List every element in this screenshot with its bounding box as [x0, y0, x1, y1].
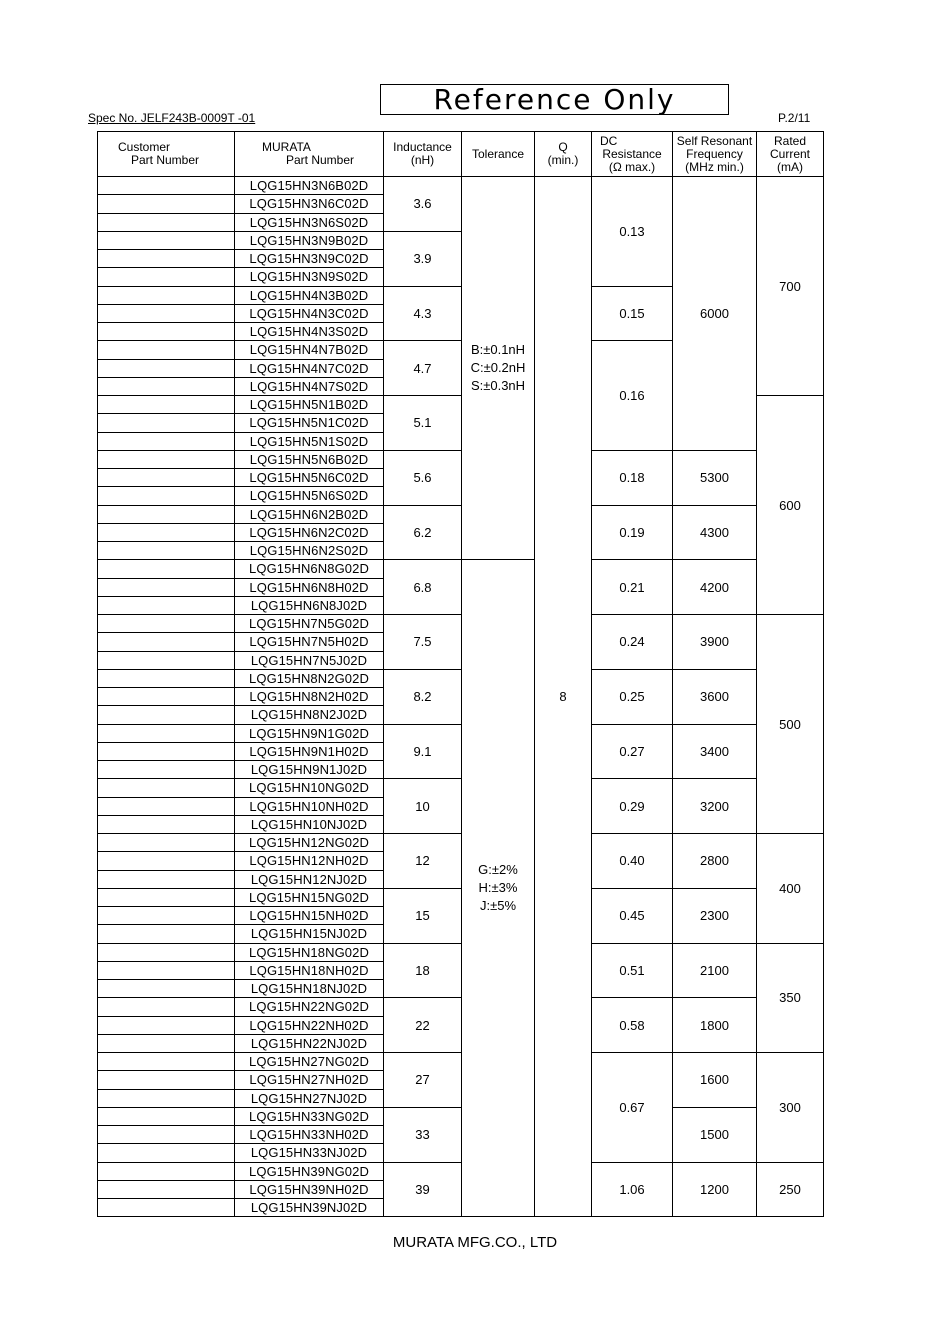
dc-resistance-cell: 0.45 [592, 888, 673, 943]
tolerance-line: G:±2% [478, 862, 518, 878]
tolerance-line: H:±3% [478, 880, 518, 896]
murata-part-number-cell: LQG15HN5N1S02D [235, 432, 384, 450]
dc-resistance-cell: 0.19 [592, 505, 673, 560]
murata-part-number-cell: LQG15HN5N6S02D [235, 487, 384, 505]
murata-part-number-cell: LQG15HN33NG02D [235, 1107, 384, 1125]
inductance-cell: 4.3 [384, 286, 462, 341]
inductance-cell: 3.6 [384, 177, 462, 232]
inductance-cell: 22 [384, 998, 462, 1053]
customer-part-number-cell [98, 761, 235, 779]
srf-cell: 4200 [673, 560, 757, 615]
customer-part-number-cell [98, 925, 235, 943]
murata-part-number-cell: LQG15HN9N1J02D [235, 761, 384, 779]
murata-part-number-cell: LQG15HN33NJ02D [235, 1144, 384, 1162]
customer-part-number-cell [98, 980, 235, 998]
murata-part-number-cell: LQG15HN6N8H02D [235, 578, 384, 596]
table-row [98, 505, 824, 523]
srf-cell: 3200 [673, 779, 757, 834]
customer-part-number-cell [98, 1126, 235, 1144]
table-row [98, 779, 824, 797]
customer-part-number-cell [98, 870, 235, 888]
murata-part-number-cell: LQG15HN22NG02D [235, 998, 384, 1016]
tolerance-line: B:±0.1nH [470, 342, 526, 358]
table-row [98, 177, 824, 195]
murata-part-number-cell: LQG15HN7N5J02D [235, 651, 384, 669]
murata-part-number-cell: LQG15HN3N6S02D [235, 213, 384, 231]
header-tolerance: Tolerance [462, 132, 535, 177]
tolerance-line: C:±0.2nH [470, 360, 526, 376]
murata-part-number-cell: LQG15HN27NJ02D [235, 1089, 384, 1107]
murata-part-number-cell: LQG15HN33NH02D [235, 1126, 384, 1144]
customer-part-number-cell [98, 177, 235, 195]
dc-resistance-cell: 0.15 [592, 286, 673, 341]
srf-cell: 3900 [673, 615, 757, 670]
footer-company: MURATA MFG.CO., LTD [392, 1234, 558, 1251]
dc-resistance-cell: 0.40 [592, 834, 673, 889]
inductance-cell: 5.6 [384, 450, 462, 505]
customer-part-number-cell [98, 213, 235, 231]
srf-cell: 1500 [673, 1107, 757, 1162]
inductance-cell: 3.9 [384, 231, 462, 286]
table-row [98, 1053, 824, 1071]
rated-current-cell: 300 [757, 1053, 824, 1163]
murata-part-number-cell: LQG15HN6N2C02D [235, 523, 384, 541]
inductance-cell: 6.8 [384, 560, 462, 615]
dc-resistance-cell: 0.29 [592, 779, 673, 834]
murata-part-number-cell: LQG15HN6N8J02D [235, 596, 384, 614]
inductance-cell: 5.1 [384, 396, 462, 451]
murata-part-number-cell: LQG15HN8N2J02D [235, 706, 384, 724]
q-cell: 8 [535, 177, 592, 1217]
srf-cell: 2300 [673, 888, 757, 943]
murata-part-number-cell: LQG15HN6N8G02D [235, 560, 384, 578]
murata-part-number-cell: LQG15HN12NG02D [235, 834, 384, 852]
murata-part-number-cell: LQG15HN3N9S02D [235, 268, 384, 286]
table-row [98, 615, 824, 633]
murata-part-number-cell: LQG15HN10NG02D [235, 779, 384, 797]
srf-cell: 3600 [673, 669, 757, 724]
customer-part-number-cell [98, 1016, 235, 1034]
table-row [98, 943, 824, 961]
customer-part-number-cell [98, 505, 235, 523]
customer-part-number-cell [98, 669, 235, 687]
customer-part-number-cell [98, 943, 235, 961]
customer-part-number-cell [98, 560, 235, 578]
customer-part-number-cell [98, 1071, 235, 1089]
murata-part-number-cell: LQG15HN3N6B02D [235, 177, 384, 195]
murata-part-number-cell: LQG15HN9N1G02D [235, 724, 384, 742]
murata-part-number-cell: LQG15HN4N7B02D [235, 341, 384, 359]
murata-part-number-cell: LQG15HN27NG02D [235, 1053, 384, 1071]
rated-current-cell: 350 [757, 943, 824, 1053]
murata-part-number-cell: LQG15HN4N3C02D [235, 304, 384, 322]
customer-part-number-cell [98, 396, 235, 414]
customer-part-number-cell [98, 542, 235, 560]
customer-part-number-cell [98, 323, 235, 341]
customer-part-number-cell [98, 231, 235, 249]
murata-part-number-cell: LQG15HN15NJ02D [235, 925, 384, 943]
dc-resistance-cell: 0.58 [592, 998, 673, 1053]
customer-part-number-cell [98, 268, 235, 286]
dc-resistance-cell: 0.51 [592, 943, 673, 998]
dc-resistance-cell: 1.06 [592, 1162, 673, 1217]
inductance-cell: 33 [384, 1107, 462, 1162]
inductance-cell: 10 [384, 779, 462, 834]
customer-part-number-cell [98, 523, 235, 541]
srf-cell: 1200 [673, 1162, 757, 1217]
customer-part-number-cell [98, 1089, 235, 1107]
dc-resistance-cell: 0.13 [592, 177, 673, 287]
murata-part-number-cell: LQG15HN7N5H02D [235, 633, 384, 651]
spec-number: Spec No. JELF243B-0009T -01 [88, 111, 256, 125]
inductance-cell: 27 [384, 1053, 462, 1108]
reference-only-stamp: Reference Only [380, 84, 729, 115]
customer-part-number-cell [98, 852, 235, 870]
table-row [98, 560, 824, 578]
customer-part-number-cell [98, 359, 235, 377]
inductance-cell: 7.5 [384, 615, 462, 670]
murata-part-number-cell: LQG15HN7N5G02D [235, 615, 384, 633]
customer-part-number-cell [98, 724, 235, 742]
srf-cell: 2100 [673, 943, 757, 998]
table-row [98, 1162, 824, 1180]
inductance-cell: 15 [384, 888, 462, 943]
murata-part-number-cell: LQG15HN18NG02D [235, 943, 384, 961]
customer-part-number-cell [98, 1107, 235, 1125]
murata-part-number-cell: LQG15HN3N9B02D [235, 231, 384, 249]
murata-part-number-cell: LQG15HN8N2G02D [235, 669, 384, 687]
table-row [98, 724, 824, 742]
customer-part-number-cell [98, 815, 235, 833]
rated-current-cell: 400 [757, 834, 824, 944]
srf-cell: 2800 [673, 834, 757, 889]
customer-part-number-cell [98, 1162, 235, 1180]
tolerance-cell [462, 560, 535, 1217]
inductance-cell: 39 [384, 1162, 462, 1217]
customer-part-number-cell [98, 286, 235, 304]
table-row [98, 834, 824, 852]
customer-part-number-cell [98, 195, 235, 213]
srf-cell: 3400 [673, 724, 757, 779]
inductance-cell: 9.1 [384, 724, 462, 779]
header-inductance: Inductance (nH) [384, 132, 462, 177]
header-q: Q (min.) [535, 132, 592, 177]
table-row [98, 888, 824, 906]
murata-part-number-cell: LQG15HN10NH02D [235, 797, 384, 815]
dc-resistance-cell: 0.16 [592, 341, 673, 451]
customer-part-number-cell [98, 377, 235, 395]
srf-cell: 5300 [673, 450, 757, 505]
customer-part-number-cell [98, 450, 235, 468]
customer-part-number-cell [98, 1053, 235, 1071]
rated-current-cell: 500 [757, 615, 824, 834]
header-rated-current: Rated Current (mA) [757, 132, 824, 177]
tolerance-line: J:±5% [479, 898, 517, 914]
murata-part-number-cell: LQG15HN5N1B02D [235, 396, 384, 414]
table-row [98, 1107, 824, 1125]
dc-resistance-cell: 0.27 [592, 724, 673, 779]
customer-part-number-cell [98, 706, 235, 724]
murata-part-number-cell: LQG15HN4N3B02D [235, 286, 384, 304]
srf-cell: 4300 [673, 505, 757, 560]
customer-part-number-cell [98, 1144, 235, 1162]
murata-part-number-cell: LQG15HN6N2S02D [235, 542, 384, 560]
murata-part-number-cell: LQG15HN18NH02D [235, 961, 384, 979]
murata-part-number-cell: LQG15HN3N6C02D [235, 195, 384, 213]
murata-part-number-cell: LQG15HN4N7C02D [235, 359, 384, 377]
inductance-cell: 18 [384, 943, 462, 998]
customer-part-number-cell [98, 779, 235, 797]
dc-resistance-cell: 0.67 [592, 1053, 673, 1163]
table-row [98, 450, 824, 468]
customer-part-number-cell [98, 432, 235, 450]
customer-part-number-cell [98, 797, 235, 815]
header-self-resonant-frequency: Self Resonant Frequency (MHz min.) [673, 132, 757, 177]
customer-part-number-cell [98, 888, 235, 906]
customer-part-number-cell [98, 469, 235, 487]
murata-part-number-cell: LQG15HN4N7S02D [235, 377, 384, 395]
customer-part-number-cell [98, 1180, 235, 1198]
murata-part-number-cell: LQG15HN39NH02D [235, 1180, 384, 1198]
customer-part-number-cell [98, 596, 235, 614]
murata-part-number-cell: LQG15HN4N3S02D [235, 323, 384, 341]
inductance-cell: 6.2 [384, 505, 462, 560]
customer-part-number-cell [98, 742, 235, 760]
murata-part-number-cell: LQG15HN6N2B02D [235, 505, 384, 523]
customer-part-number-cell [98, 578, 235, 596]
murata-part-number-cell: LQG15HN5N6C02D [235, 469, 384, 487]
spec-table [97, 131, 824, 1217]
customer-part-number-cell [98, 250, 235, 268]
murata-part-number-cell: LQG15HN10NJ02D [235, 815, 384, 833]
dc-resistance-cell: 0.24 [592, 615, 673, 670]
customer-part-number-cell [98, 651, 235, 669]
customer-part-number-cell [98, 487, 235, 505]
tolerance-line: S:±0.3nH [470, 378, 526, 394]
page-number: P.2/11 [778, 111, 811, 125]
murata-part-number-cell: LQG15HN5N1C02D [235, 414, 384, 432]
customer-part-number-cell [98, 304, 235, 322]
murata-part-number-cell: LQG15HN22NJ02D [235, 1034, 384, 1052]
customer-part-number-cell [98, 414, 235, 432]
header-row [98, 132, 824, 177]
header-customer-part-number: Customer Part Number [98, 132, 235, 177]
srf-cell: 6000 [673, 177, 757, 451]
srf-cell: 1800 [673, 998, 757, 1053]
customer-part-number-cell [98, 633, 235, 651]
customer-part-number-cell [98, 1199, 235, 1217]
tolerance-cell [462, 177, 535, 560]
inductance-cell: 8.2 [384, 669, 462, 724]
murata-part-number-cell: LQG15HN5N6B02D [235, 450, 384, 468]
dc-resistance-cell: 0.21 [592, 560, 673, 615]
customer-part-number-cell [98, 998, 235, 1016]
murata-part-number-cell: LQG15HN27NH02D [235, 1071, 384, 1089]
murata-part-number-cell: LQG15HN18NJ02D [235, 980, 384, 998]
murata-part-number-cell: LQG15HN12NH02D [235, 852, 384, 870]
customer-part-number-cell [98, 1034, 235, 1052]
dc-resistance-cell: 0.18 [592, 450, 673, 505]
inductance-cell: 12 [384, 834, 462, 889]
inductance-cell: 4.7 [384, 341, 462, 396]
dc-resistance-cell: 0.25 [592, 669, 673, 724]
murata-part-number-cell: LQG15HN8N2H02D [235, 688, 384, 706]
murata-part-number-cell: LQG15HN22NH02D [235, 1016, 384, 1034]
header-murata-part-number: MURATA Part Number [235, 132, 384, 177]
murata-part-number-cell: LQG15HN3N9C02D [235, 250, 384, 268]
table-row [98, 998, 824, 1016]
table-row [98, 669, 824, 687]
table-body [98, 177, 824, 1217]
murata-part-number-cell: LQG15HN39NJ02D [235, 1199, 384, 1217]
murata-part-number-cell: LQG15HN15NG02D [235, 888, 384, 906]
customer-part-number-cell [98, 834, 235, 852]
customer-part-number-cell [98, 341, 235, 359]
customer-part-number-cell [98, 688, 235, 706]
customer-part-number-cell [98, 907, 235, 925]
header-dc-resistance: DC Resistance (Ω max.) [592, 132, 673, 177]
murata-part-number-cell: LQG15HN15NH02D [235, 907, 384, 925]
customer-part-number-cell [98, 961, 235, 979]
rated-current-cell: 600 [757, 396, 824, 615]
murata-part-number-cell: LQG15HN9N1H02D [235, 742, 384, 760]
customer-part-number-cell [98, 615, 235, 633]
rated-current-cell: 700 [757, 177, 824, 396]
srf-cell: 1600 [673, 1053, 757, 1108]
murata-part-number-cell: LQG15HN39NG02D [235, 1162, 384, 1180]
murata-part-number-cell: LQG15HN12NJ02D [235, 870, 384, 888]
rated-current-cell: 250 [757, 1162, 824, 1217]
